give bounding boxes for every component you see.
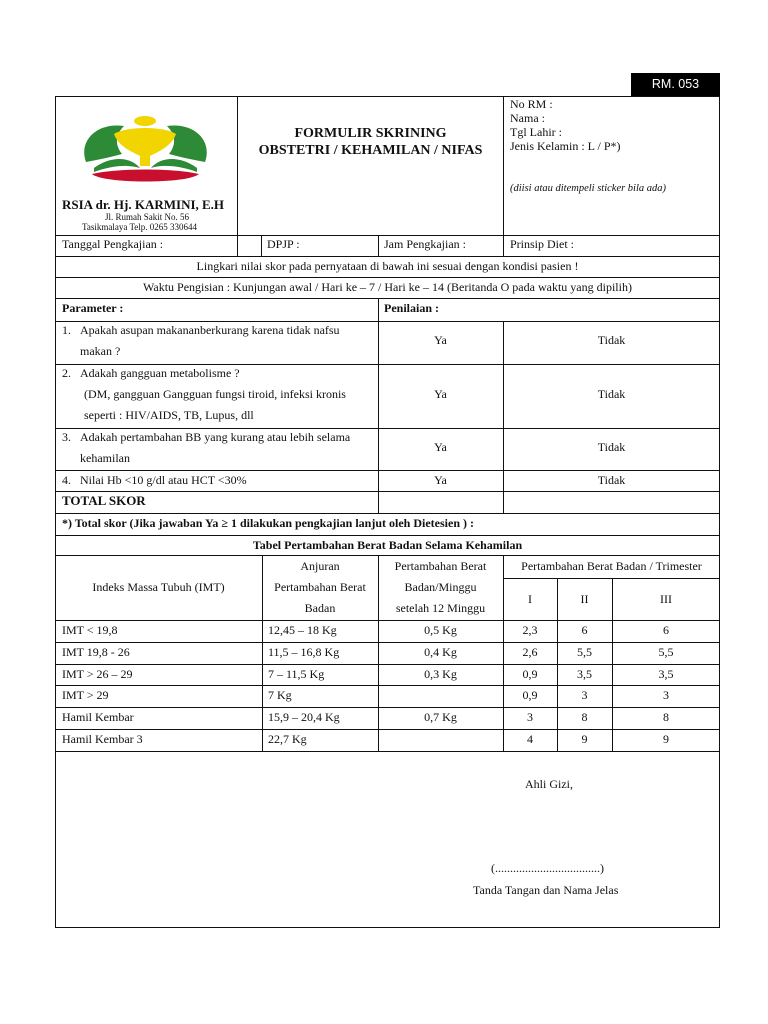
divider <box>55 620 720 621</box>
table-cell-imt: Hamil Kembar 3 <box>62 732 143 746</box>
divider <box>55 513 720 514</box>
col-header-trimester: Pertambahan Berat Badan / Trimester <box>521 559 702 573</box>
form-title-line2: OBSTETRI / KEHAMILAN / NIFAS <box>258 143 483 158</box>
table-cell-minggu: 0,3 Kg <box>424 667 457 681</box>
divider <box>55 256 720 257</box>
question-text: Apakah asupan makananberkurang karena tidak nafsu <box>80 323 340 337</box>
table-cell-t3: 6 <box>663 623 669 637</box>
hospital-phone: Tasikmalaya Telp. 0265 330644 <box>82 222 198 232</box>
answer-no[interactable]: Tidak <box>597 333 626 347</box>
parameter-header: Parameter : <box>62 301 124 315</box>
table-cell-t1: 0,9 <box>522 688 538 702</box>
hospital-logo <box>78 112 213 188</box>
answer-no[interactable]: Tidak <box>597 387 626 401</box>
waktu-pengisian: Waktu Pengisian : Kunjungan awal / Hari ke – 7 / Hari ke – 14 (Beritanda O pada waktu yang dipilih) <box>143 280 632 294</box>
table-cell-t3: 8 <box>663 710 669 724</box>
table-cell-t1: 4 <box>527 732 533 746</box>
table-cell-imt: IMT > 29 <box>62 688 109 702</box>
question-number: 4. <box>62 473 71 487</box>
total-skor-note: *) Total skor (Jika jawaban Ya ≥ 1 dilakukan pengkajian lanjut oleh Dietesien ) : <box>62 516 474 530</box>
hospital-name: RSIA dr. Hj. KARMINI, E.H <box>62 197 225 212</box>
table-cell-t2: 5,5 <box>577 645 592 659</box>
divider <box>55 642 720 643</box>
prinsip-diet-field[interactable]: Prinsip Diet : <box>510 237 575 251</box>
tanggal-pengkajian-field[interactable]: Tanggal Pengkajian : <box>62 237 164 251</box>
answer-no[interactable]: Tidak <box>597 473 626 487</box>
table-cell-anjuran: 7 – 11,5 Kg <box>268 667 325 681</box>
table-cell-t3: 3,5 <box>658 667 674 681</box>
jam-pengkajian-field[interactable]: Jam Pengkajian : <box>384 237 466 251</box>
divider <box>55 707 720 708</box>
table-cell-t1: 3 <box>527 710 533 724</box>
form-title-line1: FORMULIR SKRINING <box>294 126 447 141</box>
col-header-minggu: Pertambahan Berat <box>394 559 487 573</box>
table-cell-anjuran: 22,7 Kg <box>268 732 307 746</box>
signature-blank[interactable]: (...................................) <box>491 861 604 875</box>
answer-yes[interactable]: Ya <box>434 473 447 487</box>
answer-yes[interactable]: Ya <box>434 333 447 347</box>
divider <box>55 535 720 536</box>
question-text: Adakah gangguan metabolisme ? <box>80 366 240 380</box>
table-cell-minggu: 0,7 Kg <box>424 710 457 724</box>
sticker-note: (diisi atau ditempeli sticker bila ada) <box>510 183 667 194</box>
signature-role: Ahli Gizi, <box>525 777 573 791</box>
table-cell-minggu: 0,5 Kg <box>424 623 457 637</box>
divider <box>378 235 379 256</box>
question-text: makan ? <box>80 344 121 358</box>
table-cell-anjuran: 11,5 – 16,8 Kg <box>268 645 340 659</box>
table-cell-t1: 0,9 <box>522 667 538 681</box>
table-cell-t3: 5,5 <box>658 645 674 659</box>
divider <box>55 470 720 471</box>
col-header-anjuran: Badan <box>304 601 336 615</box>
table-cell-imt: IMT < 19,8 <box>62 623 118 637</box>
question-text: (DM, gangguan Gangguan fungsi tiroid, infeksi kronis <box>84 387 346 401</box>
rm-code-badge: RM. 053 <box>631 73 720 96</box>
question-text: kehamilan <box>80 451 130 465</box>
table-cell-anjuran: 15,9 – 20,4 Kg <box>268 710 340 724</box>
trimester-header: III <box>660 592 672 606</box>
nama-field[interactable]: Nama : <box>510 111 545 125</box>
divider <box>55 321 720 322</box>
penilaian-header: Penilaian : <box>384 301 440 315</box>
divider <box>55 729 720 730</box>
trimester-header: I <box>528 592 532 606</box>
table-cell-anjuran: 12,45 – 18 Kg <box>268 623 337 637</box>
divider <box>55 277 720 278</box>
divider <box>55 491 720 492</box>
table-cell-t3: 9 <box>663 732 669 746</box>
total-skor-label: TOTAL SKOR <box>62 493 146 508</box>
divider <box>503 96 504 256</box>
table-cell-t2: 3,5 <box>577 667 592 681</box>
col-header-anjuran: Anjuran <box>300 559 340 573</box>
table-cell-t1: 2,3 <box>522 623 538 637</box>
table-cell-t2: 6 <box>581 623 588 637</box>
trimester-header: II <box>580 592 589 606</box>
divider <box>55 235 720 236</box>
col-header-minggu: Badan/Minggu <box>404 580 477 594</box>
divider <box>55 664 720 665</box>
table-cell-t2: 9 <box>581 732 588 746</box>
table-cell-imt: IMT > 26 – 29 <box>62 667 133 681</box>
answer-no[interactable]: Tidak <box>597 440 626 454</box>
question-text: Adakah pertambahan BB yang kurang atau lebih selama <box>80 430 351 444</box>
table-cell-anjuran: 7 Kg <box>268 688 292 702</box>
col-header-minggu: setelah 12 Minggu <box>395 601 486 615</box>
question-text: Nilai Hb <10 g/dl atau HCT <30% <box>80 473 247 487</box>
table-cell-minggu: 0,4 Kg <box>424 645 457 659</box>
divider <box>55 428 720 429</box>
col-header-anjuran: Pertambahan Berat <box>274 580 366 594</box>
divider <box>55 555 720 556</box>
table-cell-t3: 3 <box>663 688 669 702</box>
jenis-kelamin-field[interactable]: Jenis Kelamin : L / P*) <box>510 139 621 153</box>
signature-caption: Tanda Tangan dan Nama Jelas <box>473 883 619 897</box>
question-number: 1. <box>62 323 71 337</box>
dpjp-field[interactable]: DPJP : <box>267 237 300 251</box>
tgl-lahir-field[interactable]: Tgl Lahir : <box>510 125 562 139</box>
question-number: 3. <box>62 430 71 444</box>
divider <box>237 96 238 256</box>
divider <box>55 298 720 299</box>
no-rm-field[interactable]: No RM : <box>510 97 553 111</box>
table-cell-t2: 3 <box>581 688 588 702</box>
answer-yes[interactable]: Ya <box>434 387 447 401</box>
question-number: 2. <box>62 366 71 380</box>
divider <box>55 685 720 686</box>
divider <box>261 235 262 256</box>
table-cell-t2: 8 <box>581 710 588 724</box>
weight-table-title: Tabel Pertambahan Berat Badan Selama Kehamilan <box>252 538 523 552</box>
hospital-address: Jl. Rumah Sakit No. 56 <box>104 212 189 222</box>
question-text: seperti : HIV/AIDS, TB, Lupus, dll <box>84 408 254 422</box>
divider <box>55 751 720 752</box>
instruction-text: Lingkari nilai skor pada pernyataan di bawah ini sesuai dengan kondisi pasien ! <box>196 259 579 273</box>
table-cell-imt: IMT 19,8 - 26 <box>62 645 130 659</box>
divider <box>55 364 720 365</box>
table-cell-t1: 2,6 <box>522 645 538 659</box>
answer-yes[interactable]: Ya <box>434 440 447 454</box>
table-cell-imt: Hamil Kembar <box>62 710 134 724</box>
col-header-imt: Indeks Massa Tubuh (IMT) <box>92 580 225 594</box>
